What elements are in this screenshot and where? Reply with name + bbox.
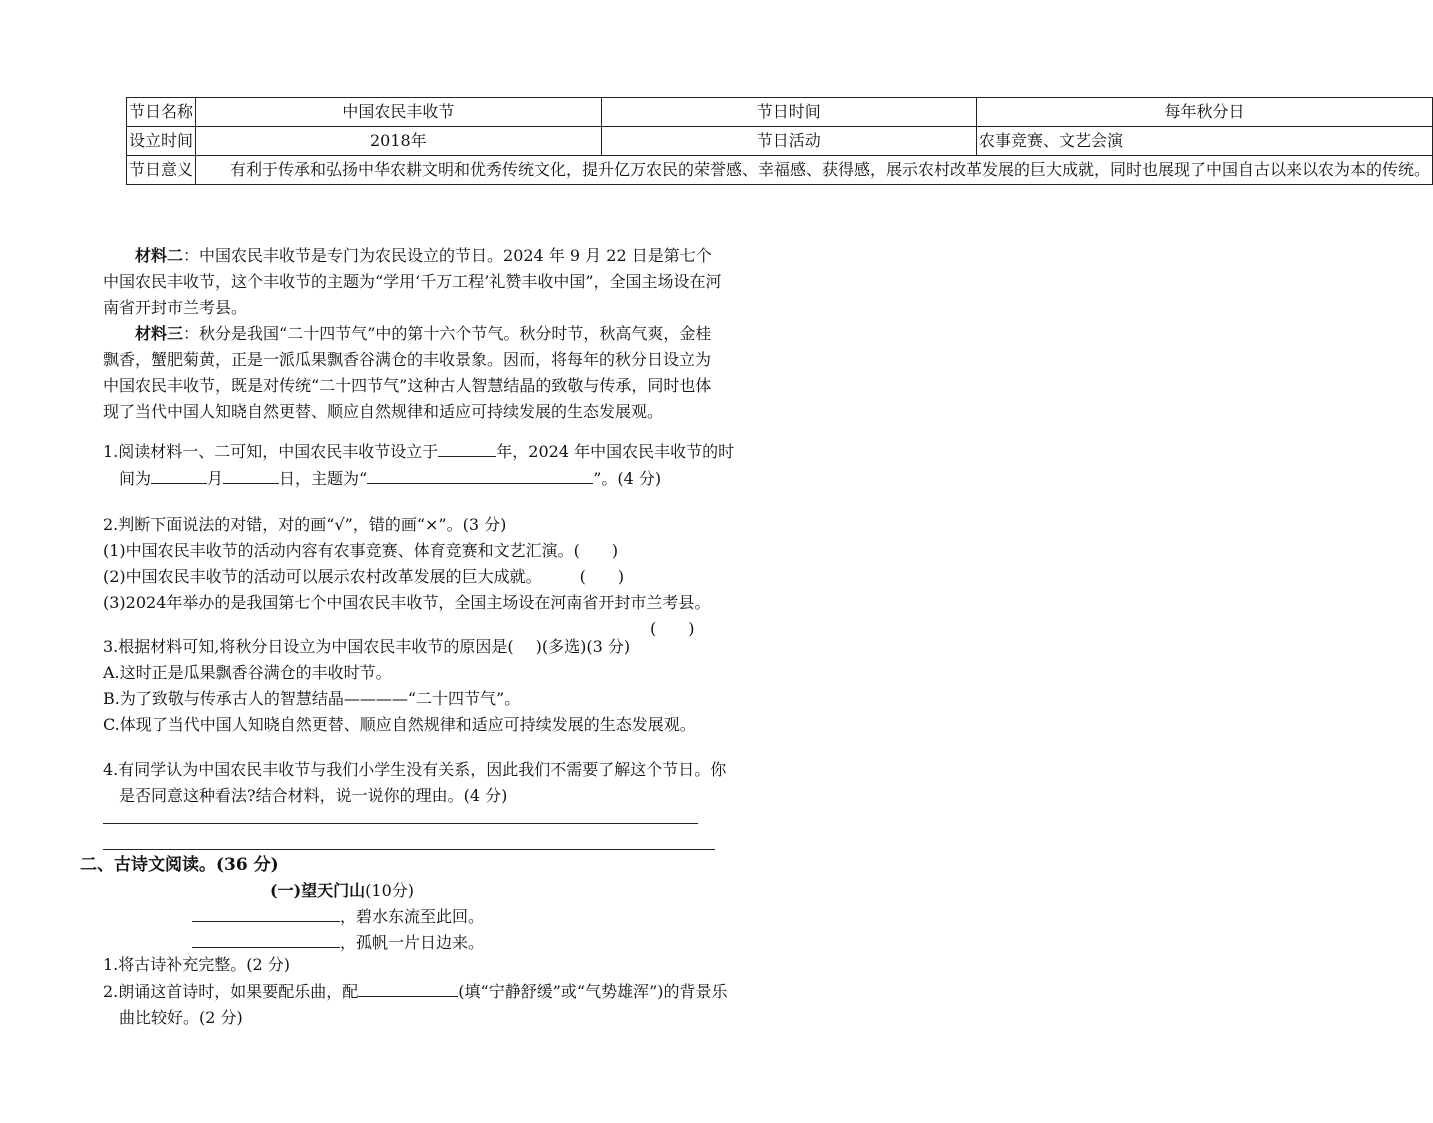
question-3-option-b: B.为了致敬与传承古人的智慧结晶————“二十四节气”。 <box>103 689 521 708</box>
answer-blank-poem-1[interactable] <box>192 903 340 922</box>
festival-meaning-text: 有利于传承和弘扬中华农耕文明和优秀传统文化，提升亿万农民的荣誉感、幸福感、获得感，展示农村改革发展的巨大成就，同时也展现了中国自古以来以农为本的传统。 <box>230 160 1431 179</box>
question-3-stem: 3.根据材料可知,将秋分日设立为中国农民丰收节的原因是( )(多选)(3 分) <box>103 637 631 656</box>
answer-blank-theme[interactable] <box>367 465 593 484</box>
answer-line[interactable] <box>103 823 698 824</box>
question-2-item-2: (2)中国农民丰收节的活动可以展示农村改革发展的巨大成就。 ( ) <box>103 567 625 586</box>
table-row <box>127 156 1433 185</box>
material-three <box>103 321 723 425</box>
question-6: 2.朗诵这首诗时，如果要配乐曲，配 (填“宁静舒缓”或“气势雄浑”)的背景乐曲比较好。(2 分) <box>103 978 739 1031</box>
answer-blank-day[interactable] <box>223 465 279 484</box>
table-cell: 设立时间 <box>127 127 196 156</box>
table-cell: 中国农民丰收节 <box>196 98 602 127</box>
table-cell: 2018年 <box>196 127 602 156</box>
question-2-item-3: (3)2024年举办的是我国第七个中国农民丰收节，全国主场设在河南省开封市兰考县。 <box>103 593 711 612</box>
answer-blank-music[interactable] <box>358 978 458 997</box>
table-row <box>127 127 1433 156</box>
table-cell: 节日时间 <box>601 98 976 127</box>
question-4: 4.有同学认为中国农民丰收节与我们小学生没有关系，因此我们不需要了解这个节日。你是否同意这种看法?结合材料，说一说你的理由。(4 分) <box>103 760 727 805</box>
question-2-item-1: (1)中国农民丰收节的活动内容有农事竞赛、体育竞赛和文艺汇演。( ) <box>103 541 619 560</box>
table-cell: 节日名称 <box>127 98 196 127</box>
question-2-stem: 2.判断下面说法的对错，对的画“√”，错的画“×”。(3 分) <box>103 515 507 534</box>
question-1: 1.阅读材料一、二可知，中国农民丰收节设立于 年，2024 年中国农民丰收节的时间为 月 日，主题为“ ”。(4 分) <box>103 438 739 492</box>
answer-blank-month[interactable] <box>151 465 207 484</box>
question-5: 1.将古诗补充完整。(2 分) <box>103 955 291 974</box>
table-cell: 节日意义 <box>127 156 196 185</box>
material-two <box>103 243 723 321</box>
material-three-label: 材料三 <box>135 324 184 343</box>
answer-blank-year[interactable] <box>438 438 496 457</box>
table-cell: 节日活动 <box>601 127 976 156</box>
question-3-option-a: A.这时正是瓜果飘香谷满仓的丰收时节。 <box>103 663 392 682</box>
material-two-label: 材料二 <box>135 246 184 265</box>
table-cell: 农事竞赛、文艺会演 <box>977 127 1433 156</box>
festival-info-table <box>126 97 1433 185</box>
question-3-option-c: C.体现了当代中国人知晓自然更替、顺应自然规律和适应可持续发展的生态发展观。 <box>103 715 696 734</box>
table-cell <box>196 156 1433 185</box>
poem-line-1: ，碧水东流至此回。 <box>192 903 592 930</box>
table-cell: 每年秋分日 <box>977 98 1433 127</box>
section-two-title: 二、古诗文阅读。(36 分) <box>80 855 279 875</box>
poem-line-2: ，孤帆一片日边来。 <box>192 929 592 956</box>
table-row <box>127 98 1433 127</box>
material-three-text: ：秋分是我国“二十四节气”中的第十六个节气。秋分时节，秋高气爽，金桂飘香，蟹肥菊黄，正是一派瓜果飘香谷满仓的丰收景象。因而，将每年的秋分日设立为中国农民丰收节，既是对传统“二十四节气”这种古人智慧结晶的致敬与传承，同时也体现了当代中国人知晓自然更替、顺应自然规律和适应可持续发展的生态发展观。 <box>103 324 712 421</box>
answer-blank-poem-2[interactable] <box>192 929 340 948</box>
material-two-text: ：中国农民丰收节是专门为农民设立的节日。2024 年 9 月 22 日是第七个中国农民丰收节，这个丰收节的主题为“学用‘千万工程’礼赞丰收中国”，全国主场设在河南省开封市兰考县。 <box>103 246 722 317</box>
poem-title: (一)望天门山(10分) <box>270 881 415 900</box>
answer-line[interactable] <box>103 849 715 850</box>
question-2-item-3-bracket: ( ) <box>650 619 695 638</box>
